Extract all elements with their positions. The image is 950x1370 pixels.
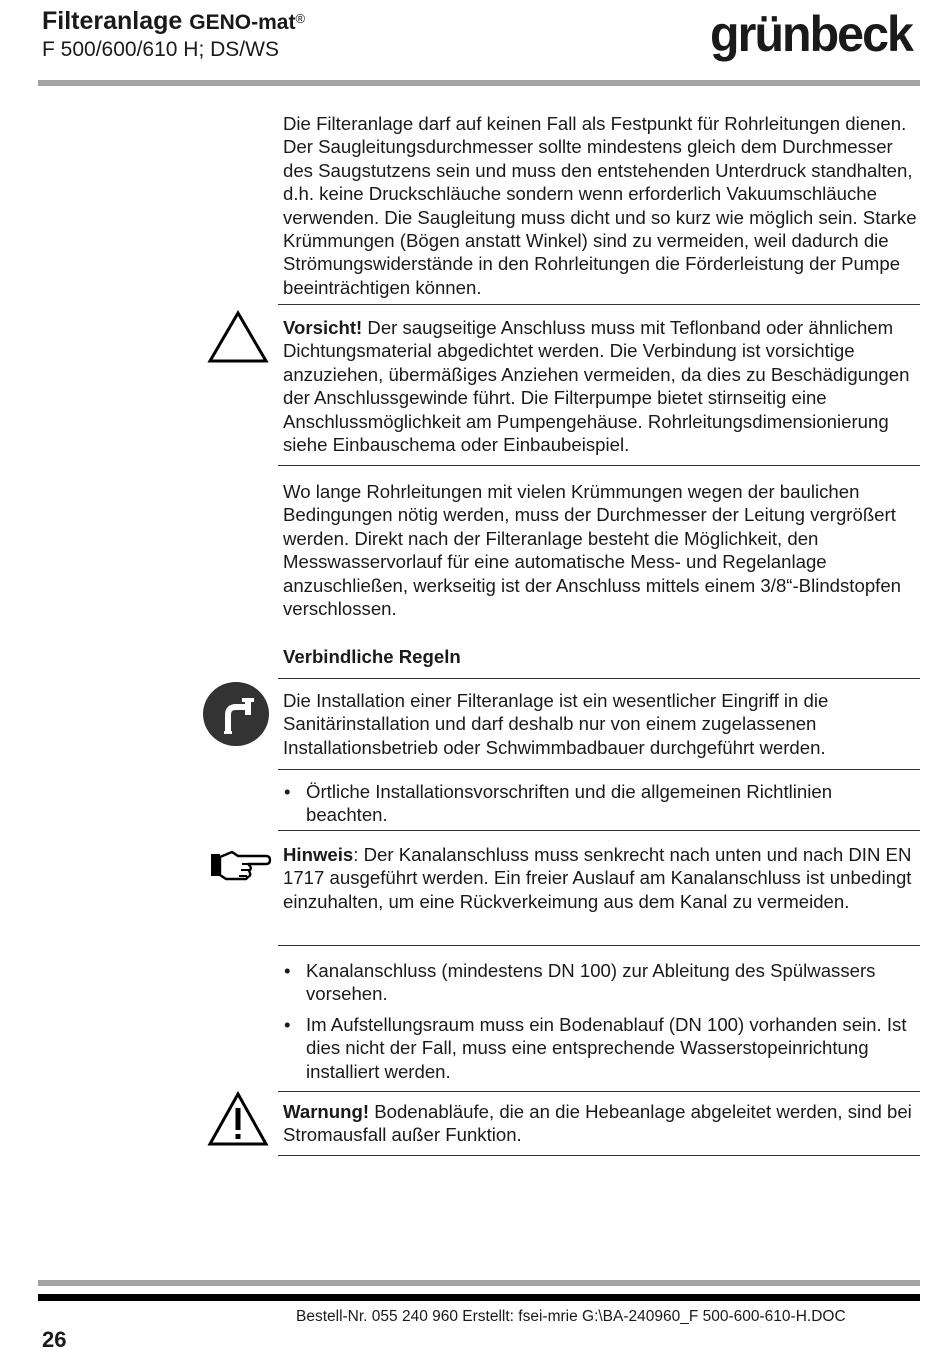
- intro-paragraph: Die Filteranlage darf auf keinen Fall als Festpunkt für Rohrleitungen dienen. Der Saugleitungsdurchmesser sollte mindestens gleich dem Durchmesser des Saugstutzens sein und muss den entstehenden Unterdruck standhalten, d.h. keine Druckschläuche sondern wenn erforderlich Vakuumschläuche verwenden. Die Saugleitung muss dicht und so kurz wie möglich sein. Starke Krümmungen (Bögen anstatt Winkel) sind zu vermeiden, weil dadurch die Strömungswiderstände in den Rohrleitungen die Förderleistung der Pumpe beeinträchtigen können.: [283, 113, 917, 298]
- page-number: 26: [42, 1327, 67, 1352]
- warning-triangle-icon: [207, 1091, 269, 1147]
- title-product: GENO-mat: [189, 11, 296, 34]
- bullet-list-1: [283, 780, 918, 834]
- list-item: • Örtliche Installationsvorschriften und die allgemeinen Richtlinien beachten.: [283, 780, 918, 827]
- title-main: Filteranlage: [42, 7, 183, 35]
- divider: [278, 304, 920, 305]
- list-item: • Im Aufstellungsraum muss ein Bodenablauf (DN 100) vorhanden sein. Ist dies nicht der Fall, muss eine entsprechende Wasserstopeinrichtung installiert werden.: [283, 1013, 918, 1083]
- note-label: Hinweis: [283, 844, 354, 865]
- svg-text:grünbeck: grünbeck: [710, 6, 914, 62]
- divider: [278, 1155, 920, 1156]
- bullet-list-2: [283, 959, 918, 1090]
- header-rule: [38, 80, 920, 86]
- divider: [278, 678, 920, 679]
- divider: [278, 465, 920, 466]
- page-subtitle: F 500/600/610 H; DS/WS: [42, 38, 279, 61]
- divider: [278, 1091, 920, 1092]
- footer-rule-black: [38, 1294, 920, 1301]
- caution-paragraph: Vorsicht! Der saugseitige Anschluss muss mit Teflonband oder ähnlichem Dichtungsmaterial abgedichtet werden. Die Verbindung ist vorsichtige anzuziehen, übermäßiges Anziehen vermeiden, da dies zu Beschädigungen der Anschlussgewinde führt. Die Filterpumpe bietet stirnseitig eine Anschlussmöglichkeit am Pumpengehäuse. Rohrleitungsdimensionierung siehe Einbauschema oder Einbaubeispiel.: [283, 317, 910, 456]
- caution-triangle-icon: [207, 310, 269, 364]
- divider: [278, 945, 920, 946]
- divider: [278, 830, 920, 831]
- faucet-icon: [202, 681, 270, 747]
- caution-label: Vorsicht!: [283, 317, 363, 338]
- divider: [278, 769, 920, 770]
- list-item: • Kanalanschluss (mindestens DN 100) zur Ableitung des Spülwassers vorsehen.: [283, 959, 918, 1006]
- pointing-hand-icon: [208, 848, 272, 882]
- page-title: [42, 6, 305, 38]
- warning-paragraph: Warnung! Bodenabläufe, die an die Hebeanlage abgeleitet werden, sind bei Stromausfall außer Funktion.: [283, 1101, 912, 1146]
- note-paragraph: Hinweis: Der Kanalanschluss muss senkrecht nach unten und nach DIN EN 1717 ausgeführt werden. Ein freier Auslauf am Kanalanschluss ist unbedingt einzuhalten, um eine Rückverkeimung aus dem Kanal zu vermeiden.: [283, 844, 912, 912]
- rules-heading: Verbindliche Regeln: [283, 646, 461, 667]
- installation-paragraph: Die Installation einer Filteranlage ist ein wesentlicher Eingriff in die Sanitärinstallation und darf deshalb nur von einem zugelassenen Installationsbetrieb oder Schwimmbadbauer durchgeführt werden.: [283, 690, 829, 758]
- gruenbeck-logo: [708, 4, 914, 68]
- registered-mark: ®: [295, 11, 306, 26]
- warning-label: Warnung!: [283, 1101, 370, 1122]
- long-pipes-paragraph: Wo lange Rohrleitungen mit vielen Krümmungen wegen der baulichen Bedingungen nötig werden, muss der Durchmesser der Leitung vergrößert werden. Direkt nach der Filteranlage besteht die Möglichkeit, den Messwasservorlauf für eine automatische Mess- und Regelanlage anzuschließen, werkseitig ist der Anschluss mittels einem 3/8“-Blindstopfen verschlossen.: [283, 481, 902, 620]
- footer-order-info: Bestell-Nr. 055 240 960 Erstellt: fsei-mrie G:\BA-240960_F 500-600-610-H.DOC: [296, 1308, 846, 1325]
- footer-rule-grey: [38, 1280, 920, 1286]
